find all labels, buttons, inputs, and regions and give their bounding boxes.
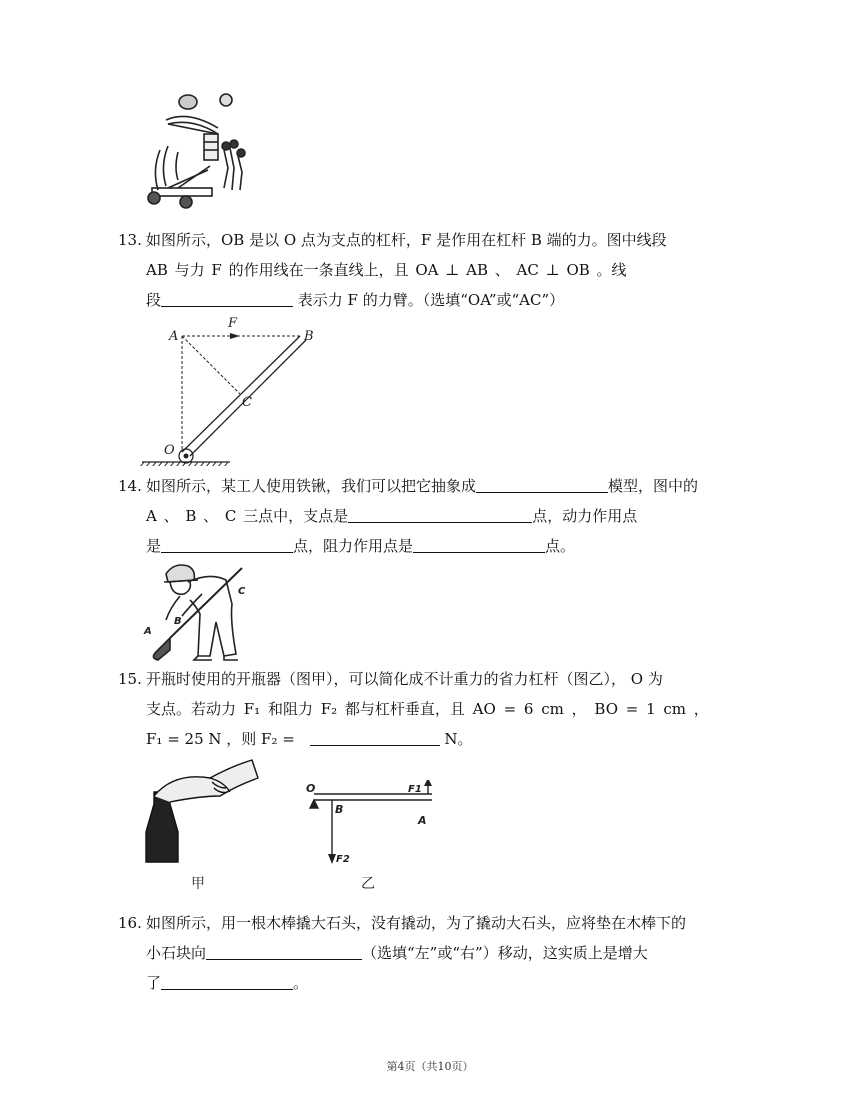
answer-blank[interactable]: [161, 288, 293, 307]
answer-blank[interactable]: [206, 941, 362, 960]
question-number: 13.: [118, 231, 142, 249]
page-footer: 第4页（共10页）: [386, 1060, 474, 1073]
question-text: 点，动力作用点: [532, 507, 638, 525]
question-text: 小石块向: [146, 944, 207, 962]
question-text: 表示力 F 的力臂。（选填“OA”或“AC”）: [293, 291, 565, 309]
question-text: 开瓶时使用的开瓶器（图甲），可以简化成不计重力的省力杠杆（图乙）， O 为: [146, 670, 663, 688]
question-text: 如图所示，用一根木棒撬大石头，没有撬动，为了撬动大石头，应将垫在木棒下的: [146, 914, 687, 932]
shovel-worker-figure: [140, 560, 250, 668]
question-text: N。: [444, 730, 473, 748]
answer-blank[interactable]: [348, 504, 532, 523]
question-text: 模型，图中的: [608, 477, 699, 495]
question-text: 如图所示，某工人使用铁锹，我们可以把它抽象成: [146, 477, 477, 495]
question-text: 。: [293, 974, 309, 992]
question-text: A 、 B 、 C 三点中，支点是: [146, 507, 349, 525]
question-text: 了: [146, 974, 162, 992]
answer-blank[interactable]: [310, 727, 440, 746]
label-a: A: [418, 814, 427, 827]
lever-diagram-15: [300, 780, 450, 896]
label-f: F: [228, 316, 238, 331]
label-o: O: [306, 782, 316, 795]
question-text: 支点。若动力 F₁ 和阻力 F₂ 都与杠杆垂直，且 AO = 6 cm ， BO = 1 cm ，: [146, 700, 709, 718]
question-text: F₁ = 25 N ，则 F₂ =: [146, 730, 295, 748]
question-text: 段: [146, 291, 162, 309]
label-c: C: [242, 395, 252, 410]
question-text: 是: [146, 537, 162, 555]
label-a: A: [144, 626, 152, 637]
label-f1: F1: [408, 784, 422, 795]
question-number: 16.: [118, 914, 142, 932]
figure-caption: 乙: [361, 876, 375, 892]
answer-blank[interactable]: [413, 534, 545, 553]
label-c: C: [238, 586, 246, 597]
answer-blank[interactable]: [476, 474, 608, 493]
question-number: 14.: [118, 477, 142, 495]
question-text: （选填“左”或“右”）移动，这实质上是增大: [362, 944, 648, 962]
label-b: B: [174, 616, 182, 627]
bottle-opener-figure: [140, 752, 264, 896]
label-b: B: [304, 329, 314, 344]
label-f2: F2: [336, 854, 350, 865]
label-a: A: [169, 329, 179, 344]
catapult-figure: [138, 90, 258, 216]
figure-caption: 甲: [191, 876, 205, 892]
label-o: O: [164, 443, 175, 458]
question-text: AB 与力 F 的作用线在一条直线上，且 OA ⊥ AB 、 AC ⊥ OB 。线: [146, 261, 627, 279]
question-number: 15.: [118, 670, 142, 688]
question-text: 如图所示，OB 是以 O 点为支点的杠杆，F 是作用在杠杆 B 端的力。图中线段: [146, 231, 667, 249]
answer-blank[interactable]: [161, 534, 293, 553]
label-b: B: [335, 803, 344, 816]
lever-diagram-13: [138, 314, 328, 470]
question-text: 点，阻力作用点是: [293, 537, 414, 555]
answer-blank[interactable]: [161, 971, 293, 990]
question-text: 点。: [545, 537, 576, 555]
